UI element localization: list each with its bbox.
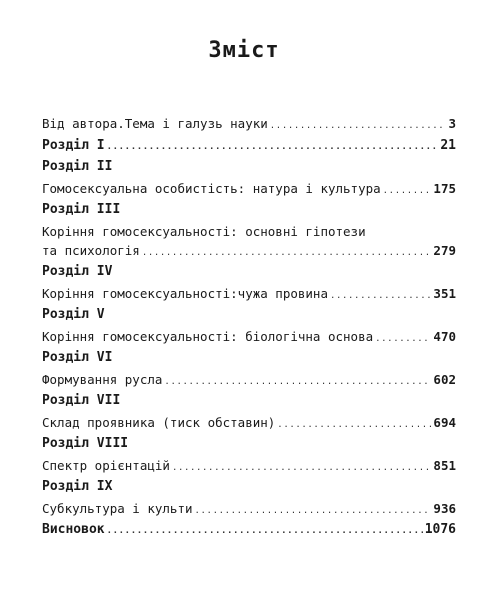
toc-entry-chapter-2[interactable]	[42, 181, 456, 203]
toc-entry-text: Розділ VII	[42, 393, 121, 408]
dot-leader	[172, 463, 431, 473]
toc-chapter-heading-7	[42, 393, 456, 415]
toc-entry-chapter-3-line-1[interactable]	[42, 224, 456, 243]
toc-entry-text: та психологія	[42, 242, 140, 258]
toc-chapter-heading-6	[42, 350, 456, 372]
dot-leader	[142, 248, 432, 258]
toc-page-number: 175	[433, 180, 456, 196]
toc-entry-text: Гомосексуальна особистість: натура і культура	[42, 180, 381, 196]
page-title: Зміст	[208, 38, 280, 63]
toc-entry-text: Розділ III	[42, 202, 121, 217]
toc-page-number: 851	[433, 457, 456, 473]
toc-entry-text: Формування русла	[42, 371, 163, 387]
toc-entry-text: Розділ VIII	[42, 436, 129, 451]
toc-page-number: 351	[433, 285, 456, 301]
toc-page-number: 936	[433, 500, 456, 516]
dot-leader	[164, 377, 431, 387]
dot-leader	[330, 291, 431, 301]
toc-entry-text: Спектр орієнтацій	[42, 457, 170, 473]
toc-entry-text: Розділ IX	[42, 479, 113, 494]
toc-page-number: 1076	[424, 522, 456, 537]
toc-chapter-heading-2	[42, 159, 456, 181]
toc-entry-chapter-4[interactable]	[42, 286, 456, 308]
toc-entry-text: Коріння гомосексуальності: біологічна основа	[42, 328, 374, 344]
toc-entry-text: Від автора.Тема і галузь науки	[42, 116, 268, 131]
toc-entry-text: Склад проявника (тиск обставин)	[42, 414, 276, 430]
toc-entry-chapter-1[interactable]	[42, 138, 456, 160]
toc-page-number: 279	[433, 242, 456, 258]
toc-chapter-heading-9	[42, 479, 456, 501]
toc-chapter-heading-3	[42, 202, 456, 224]
table-of-contents	[42, 116, 456, 544]
toc-entry-text: Розділ IV	[42, 264, 113, 279]
toc-chapter-heading-5	[42, 307, 456, 329]
toc-page-number: 21	[440, 137, 456, 153]
dot-leader	[195, 506, 432, 516]
dot-leader	[375, 334, 431, 344]
toc-chapter-heading-8	[42, 436, 456, 458]
toc-entry-text: Субкультура і культи	[42, 500, 193, 516]
toc-page-number: 3	[448, 116, 456, 131]
toc-entry-text: Висновок	[42, 522, 105, 537]
toc-entry-conclusion[interactable]	[42, 522, 456, 544]
toc-entry-chapter-3-line-2[interactable]	[42, 243, 456, 265]
toc-page-number: 602	[433, 371, 456, 387]
toc-entry-preface[interactable]	[42, 116, 456, 138]
dot-leader	[107, 142, 439, 152]
toc-entry-text: Розділ V	[42, 307, 105, 322]
toc-entry-chapter-5[interactable]	[42, 329, 456, 351]
dot-leader	[270, 121, 447, 131]
toc-page-number: 694	[433, 414, 456, 430]
toc-page-number: 470	[433, 328, 456, 344]
toc-entry-chapter-6[interactable]	[42, 372, 456, 394]
dot-leader	[383, 186, 432, 196]
toc-entry-chapter-7[interactable]	[42, 415, 456, 437]
toc-chapter-heading-4	[42, 264, 456, 286]
toc-entry-text: Коріння гомосексуальності:чужа провина	[42, 285, 328, 301]
toc-entry-chapter-8[interactable]	[42, 458, 456, 480]
toc-entry-text: Розділ II	[42, 159, 113, 174]
toc-entry-chapter-9[interactable]	[42, 501, 456, 523]
dot-leader	[107, 526, 423, 536]
toc-entry-text: Розділ VI	[42, 350, 113, 365]
toc-entry-text: Розділ I	[42, 137, 105, 153]
toc-entry-text: Коріння гомосексуальності: основні гіпотези	[42, 223, 366, 239]
dot-leader	[277, 420, 431, 430]
